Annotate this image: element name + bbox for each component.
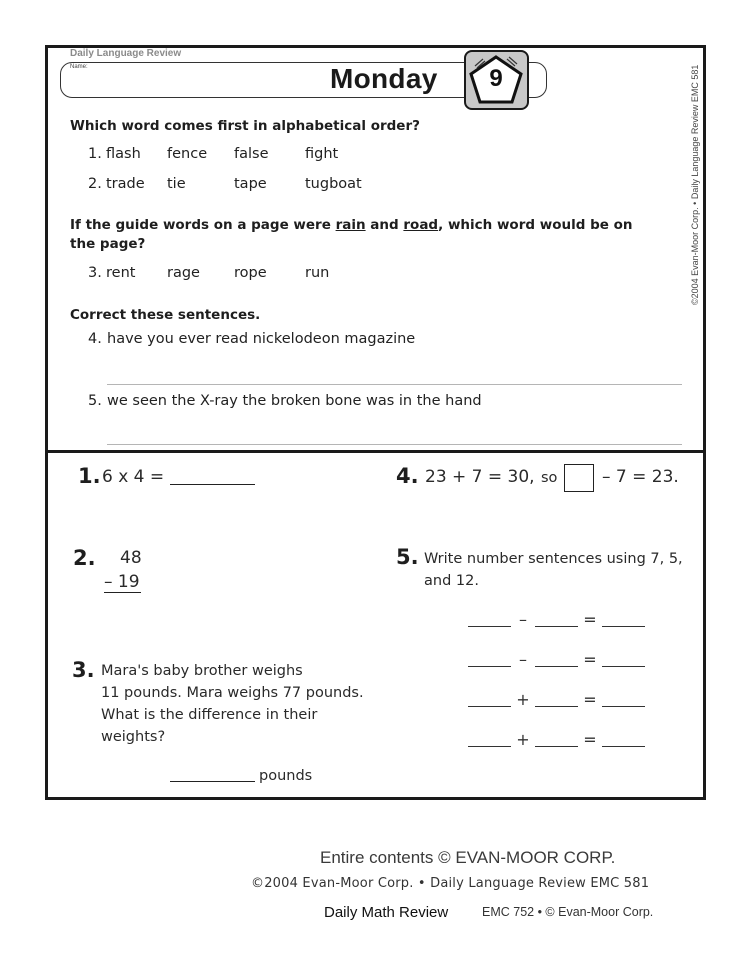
instruction-line: and 12. (424, 573, 479, 589)
word-option[interactable]: run (305, 265, 330, 281)
day-title: Monday (330, 63, 438, 94)
answer-line[interactable] (107, 444, 682, 445)
word-option[interactable]: trade (106, 176, 145, 192)
word-problem-line: Mara's baby brother weighs (101, 663, 303, 679)
number-sentence-row (468, 692, 648, 712)
answer-blank[interactable] (535, 626, 578, 627)
answer-blank[interactable] (602, 706, 645, 707)
equals-sign: = (583, 610, 597, 629)
math-review-credit: EMC 752 • © Evan-Moor Corp. (482, 905, 654, 919)
item-number: 2. (88, 176, 102, 192)
word-option[interactable]: tie (167, 176, 186, 192)
problem-number: 2. (73, 546, 96, 570)
word-option[interactable]: tugboat (305, 176, 362, 192)
answer-blank[interactable] (535, 746, 578, 747)
operator: + (516, 690, 530, 709)
operator: – (519, 610, 527, 629)
minuend: 48 (120, 548, 142, 568)
word-option[interactable]: tape (234, 176, 267, 192)
answer-blank[interactable] (535, 706, 578, 707)
unit-label: pounds (259, 768, 313, 784)
heading-text: and (365, 217, 404, 233)
number-sentence-row (468, 732, 648, 752)
language-review-credit: ©2004 Evan-Moor Corp. • Daily Language Review EMC 581 (251, 876, 650, 891)
answer-blank[interactable] (170, 484, 255, 485)
answer-blank[interactable] (468, 706, 511, 707)
fact-statement: – 7 = 23. (602, 467, 679, 487)
copyright-line: Entire contents © EVAN-MOOR CORP. (320, 848, 616, 867)
so-label: so (541, 470, 558, 486)
side-credit: ©2004 Evan-Moor Corp. • Daily Language Review EMC 581 (690, 64, 700, 305)
word-problem-line: 11 pounds. Mara weighs 77 pounds. (101, 685, 364, 701)
answer-blank[interactable] (170, 781, 255, 782)
answer-blank[interactable] (602, 626, 645, 627)
answer-line[interactable] (107, 384, 682, 385)
word-option[interactable]: false (234, 146, 269, 162)
equals-sign: = (583, 730, 597, 749)
answer-blank[interactable] (468, 746, 511, 747)
sentence-text: have you ever read nickelodeon magazine (107, 331, 416, 347)
equals-sign: = (583, 650, 597, 669)
heading-text: If the guide words on a page were (70, 217, 336, 233)
number-sentence-row (468, 652, 648, 672)
word-option[interactable]: fight (305, 146, 339, 162)
sentence-text: we seen the X-ray the broken bone was in the hand (107, 393, 482, 409)
item-number: 4. (88, 331, 102, 347)
subtrahend: – 19 (104, 572, 140, 592)
answer-blank[interactable] (535, 666, 578, 667)
series-title: Daily Language Review (70, 48, 182, 59)
word-option[interactable]: rage (167, 265, 200, 281)
item-number: 1. (88, 146, 102, 162)
item-number: 3. (88, 265, 102, 281)
word-option[interactable]: rope (234, 265, 267, 281)
answer-blank[interactable] (602, 666, 645, 667)
word-option[interactable]: fence (167, 146, 208, 162)
problem-expression: 6 x 4 = (102, 467, 165, 487)
missing-number-box[interactable] (564, 464, 594, 492)
operator: + (516, 730, 530, 749)
correct-sentences-heading: Correct these sentences. (70, 307, 261, 323)
guide-word-road: road (403, 217, 439, 233)
word-problem-line: What is the difference in their (101, 707, 318, 723)
word-option[interactable]: rent (106, 265, 136, 281)
week-number: 9 (489, 65, 503, 92)
math-review-title: Daily Math Review (324, 904, 449, 921)
equals-sign: = (583, 690, 597, 709)
alphabetical-order-heading: Which word comes first in alphabetical order? (70, 118, 420, 134)
guide-word-rain: rain (335, 217, 366, 233)
guide-words-heading (70, 217, 670, 233)
word-option[interactable]: flash (106, 146, 141, 162)
problem-number: 4. (396, 464, 419, 488)
week-badge (464, 50, 529, 110)
word-problem-line: weights? (101, 729, 166, 745)
item-number: 5. (88, 393, 102, 409)
number-sentence-row (468, 612, 648, 632)
answer-blank[interactable] (602, 746, 645, 747)
problem-number: 3. (72, 658, 95, 682)
fact-statement: 23 + 7 = 30, (425, 467, 535, 487)
operator: – (519, 650, 527, 669)
guide-words-heading-line2: the page? (70, 236, 146, 252)
problem-number: 5. (396, 545, 419, 569)
answer-blank[interactable] (468, 626, 511, 627)
instruction-line: Write number sentences using 7, 5, (424, 551, 683, 567)
answer-blank[interactable] (468, 666, 511, 667)
name-label: Name: (70, 64, 88, 70)
heading-text: , which word would be on (438, 217, 633, 233)
problem-number: 1. (78, 464, 101, 488)
